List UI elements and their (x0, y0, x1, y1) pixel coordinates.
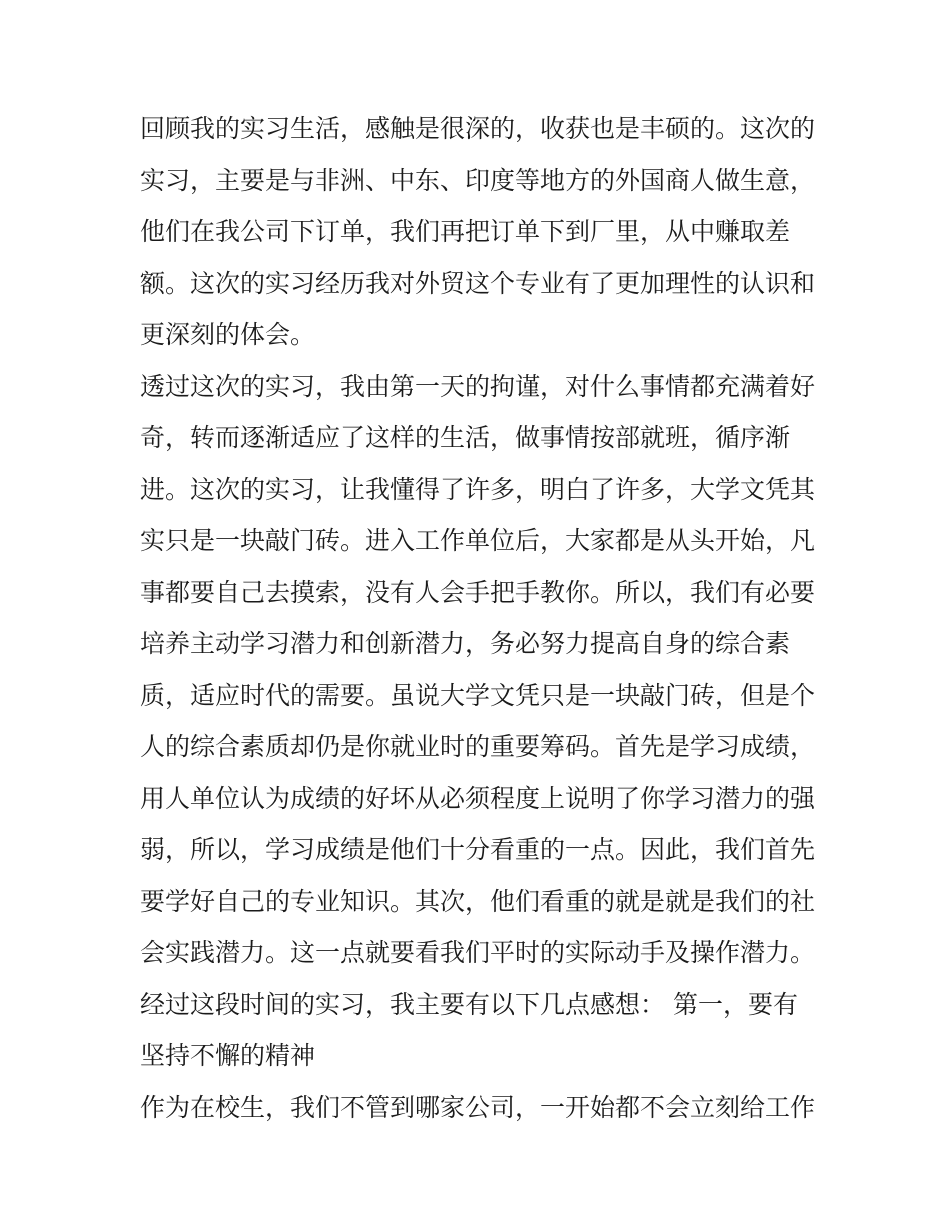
text-line: 透过这次的实习，我由第一天的拘谨，对什么事情都充满着好 (140, 371, 816, 401)
text-line: 实只是一块敲门砖。进入工作单位后，大家都是从头开始，凡 (140, 526, 816, 555)
text-line: 实习，主要是与非洲、中东、印度等地方的外国商人做生意， (140, 165, 816, 195)
text-line: 回顾我的实习生活，感触是很深的，收获也是丰硕的。这次的 (140, 114, 816, 143)
text-line: 会实践潜力。这一点就要看我们平时的实际动手及操作潜力。 (140, 938, 816, 967)
text-line: 进。这次的实习，让我懂得了许多，明白了许多，大学文凭其 (140, 474, 816, 504)
text-line: 培养主动学习潜力和创新潜力，务必努力提高自身的综合素 (140, 629, 791, 658)
text-line: 经过这段时间的实习，我主要有以下几点感想： 第一，要有 (140, 989, 798, 1019)
text-line: 作为在校生，我们不管到哪家公司，一开始都不会立刻给工作 (140, 1092, 816, 1122)
text-line: 人的综合素质却仍是你就业时的重要筹码。首先是学习成绩， (140, 732, 816, 761)
text-line: 要学好自己的专业知识。其次，他们看重的就是就是我们的社 (140, 886, 816, 916)
text-line: 事都要自己去摸索，没有人会手把手教你。所以，我们有必要 (140, 577, 816, 607)
text-line: 更深刻的体会。 (140, 320, 316, 349)
text-line: 他们在我公司下订单，我们再把订单下到厂里，从中赚取差 (140, 217, 791, 246)
text-line: 弱，所以，学习成绩是他们十分看重的一点。因此，我们首先 (140, 835, 816, 864)
text-line: 额。这次的实习经历我对外贸这个专业有了更加理性的认识和 (140, 268, 816, 298)
body-text (140, 107, 830, 1137)
text-line: 质，适应时代的需要。虽说大学文凭只是一块敲门砖，但是个 (140, 680, 816, 710)
text-line: 奇，转而逐渐适应了这样的生活，做事情按部就班，循序渐 (140, 423, 791, 452)
text-line: 用人单位认为成绩的好坏从必须程度上说明了你学习潜力的强 (140, 783, 816, 813)
text-line: 坚持不懈的精神 (140, 1041, 316, 1070)
